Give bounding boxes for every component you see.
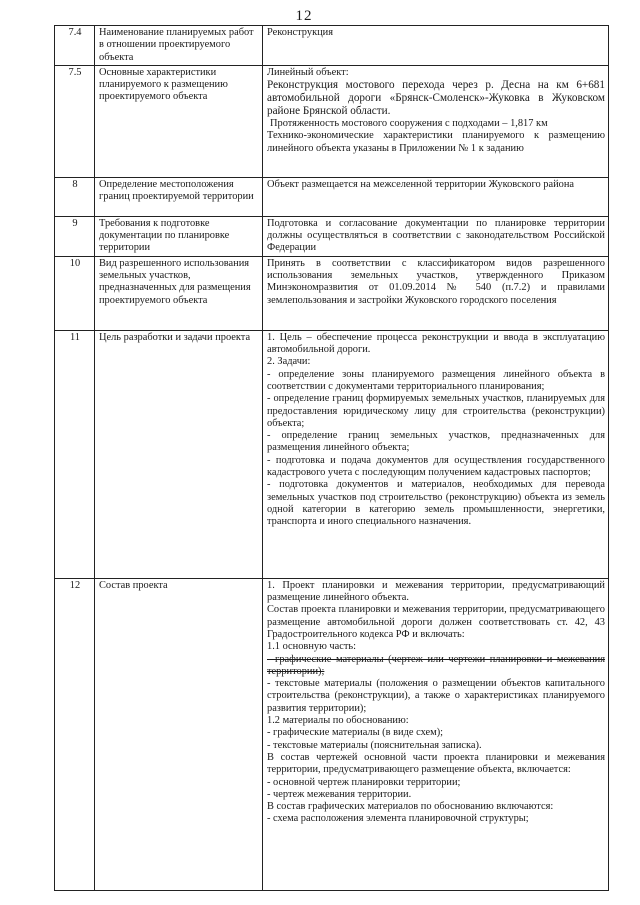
row-title: Состав проекта [95,578,263,890]
value-paragraph: Состав проекта планировки и межевания территории, предусматривающего размещение автомобильной дороги должен соответствовать ст. 42, 43 Градостроительного кодекса РФ и включать: [267,604,605,640]
value-paragraph: 1.2 материалы по обоснованию: [267,715,409,727]
row-value [263,578,609,890]
value-paragraph: - подготовка и подача документов для осуществления государственного кадастрового учета с последующим получением кадастровых паспортов; [267,454,605,479]
value-paragraph: - схема расположения элемента планировочной структуры; [267,813,529,825]
value-paragraph: - текстовые материалы (пояснительная записка). [267,739,482,751]
value-paragraph: Подготовка и согласование документации по планировке территории должны осуществляться в соответствии с законодательством Российской Федерации [267,217,605,254]
value-paragraph: Протяженность мостового сооружения с подходами – 1,817 км [270,118,548,130]
row-title: Определение местоположения границ проектируемой территории [95,177,263,216]
value-paragraph: - графические материалы (в виде схем); [267,727,444,739]
value-paragraph: - текстовые материалы (положения о размещении объектов капитального строительства (реконструкции), а также о характеристиках планируемого развития территории); [267,678,605,714]
value-paragraph: В состав чертежей основной части проекта планировки и межевания территории, предусматривающего размещение объекта, включается: [267,751,605,776]
row-title: Требования к подготовке документации по планировке территории [95,216,263,256]
row-number: 10 [55,256,95,330]
value-paragraph: Технико-экономические характеристики планируемого к размещению линейного объекта указаны в Приложении № 1 к заданию [267,130,605,154]
value-paragraph: Реконструкция мостового перехода через р. Десна на км 6+681 автомобильной дороги «Брянск-Смоленск»-Жуковка в Жуковском районе Брянской области. [267,79,605,118]
value-paragraph: Линейный объект: [267,66,349,78]
row-title: Вид разрешенного использования земельных участков, предназначенных для размещения проектируемого объекта [95,256,263,330]
value-paragraph: Реконструкция [267,27,334,38]
row-value [263,330,609,578]
row-number: 11 [55,330,95,578]
value-paragraph: - определение границ земельных участков, предназначенных для размещения линейного объекта; [267,430,605,454]
value-paragraph: - графические материалы (чертеж или чертежи планировки и межевания территории); [267,653,605,677]
row-value [263,177,609,216]
value-paragraph: 1. Цель – обеспечение процесса реконструкции и ввода в эксплуатацию автомобильной дороги. [267,331,605,356]
value-paragraph: - определение зоны планируемого размещения линейного объекта в соответствии с документами территориального планирования; [267,368,605,392]
row-number: 12 [55,578,95,890]
row-value [263,26,609,66]
value-paragraph: Принять в соответствии с классификатором видов разрешенного использования земельных участков, утвержденного Приказом Минэкономразвития от 01.09.2014 № 540 (п.7.2) и правилами землепользования и застройки Жуковского городского поселения [267,257,605,306]
row-title: Цель разработки и задачи проекта [95,330,263,578]
row-number: 7.5 [55,65,95,177]
row-value [263,216,609,256]
row-value [263,65,609,177]
row-title: Наименование планируемых работ в отношении проектируемого объекта [95,26,263,66]
value-paragraph: 1.1 основную часть: [267,641,357,653]
row-number: 7.4 [55,26,95,66]
row-number: 8 [55,177,95,216]
row-number: 9 [55,216,95,256]
table-row [55,330,609,578]
value-paragraph: - чертеж межевания территории. [267,788,412,800]
value-paragraph: - основной чертеж планировки территории; [267,776,461,788]
table-row [55,177,609,216]
row-value [263,256,609,330]
table-row [55,26,609,66]
table-row [55,65,609,177]
specification-table [54,25,609,891]
value-paragraph: 2. Задачи: [267,356,311,368]
table-row [55,578,609,890]
value-paragraph: Объект размещается на межселенной территории Жуковского района [267,178,575,190]
table-row [55,256,609,330]
value-paragraph: В состав графических материалов по обоснованию включаются: [267,801,554,813]
row-title: Основные характеристики планируемого к размещению проектируемого объекта [95,65,263,177]
table-row [55,216,609,256]
value-paragraph: - подготовка документов и материалов, необходимых для перевода земельных участков под строительство (реконструкцию) объекта из земель одной категории в категорию земель промышленности, энергетики, транспорта и иного специального назначения. [267,479,605,528]
page-number: 12 [295,8,313,24]
value-paragraph: 1. Проект планировки и межевания территории, предусматривающий размещение линейного объекта. [267,579,605,604]
value-paragraph: - определение границ формируемых земельных участков, планируемых для предоставления юридическому лицу для строительства (реконструкции) объекта; [267,393,605,429]
